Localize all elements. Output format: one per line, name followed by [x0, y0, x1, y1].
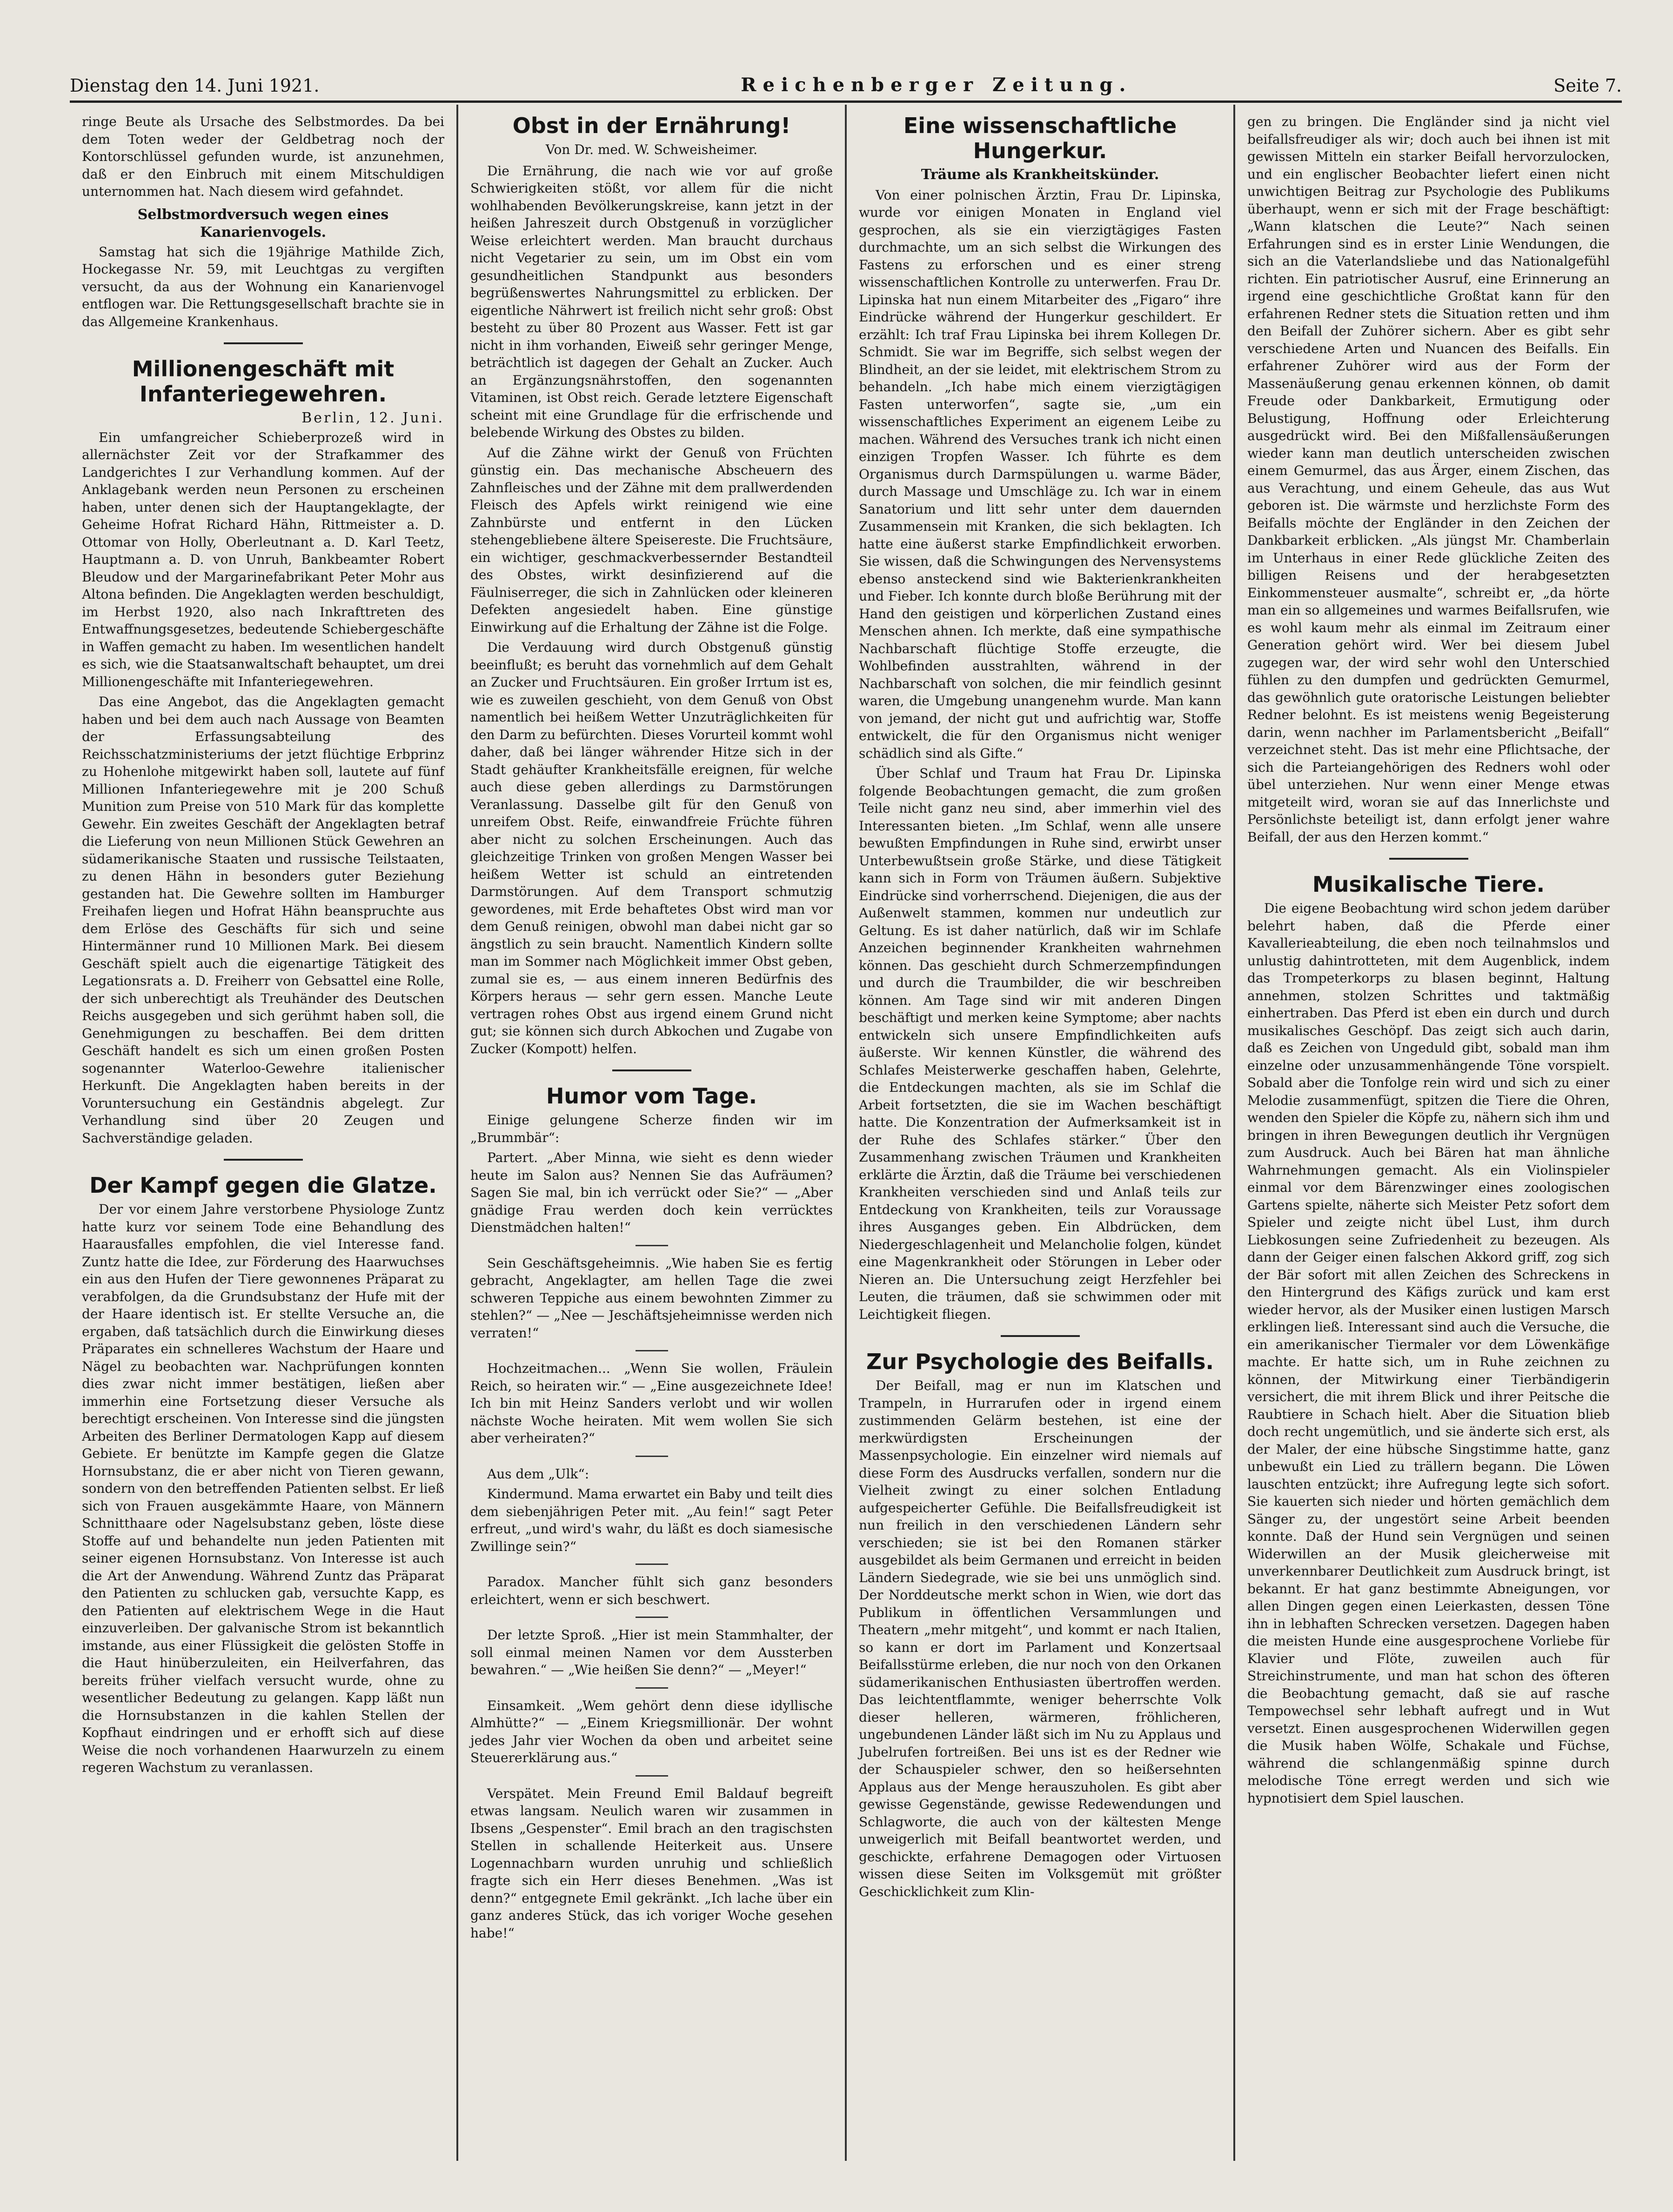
header-date: Dienstag den 14. Juni 1921.: [70, 75, 320, 96]
separator: [636, 1617, 668, 1618]
header-rule: [70, 100, 1622, 103]
separator: [1389, 858, 1468, 860]
separator: [636, 1687, 668, 1689]
separator: [612, 1069, 691, 1071]
joke-paragraph: Kindermund. Mama erwartet ein Baby und teilt dies dem siebenjährigen Peter mit. „Au fein!“ sagt Peter erfreut, „und wird's wahr, du läßt es doch siamesische Zwillinge sein?“: [470, 1486, 833, 1554]
news-subhead: Selbstmordversuch wegen eines Kanarienvogels.: [137, 206, 389, 241]
article-paragraph: Der vor einem Jahre verstorbene Physiologe Zuntz hatte kurz vor seinem Tode eine Behandlung des Haarausfalles empfohlen, die viel Interesse fand. Zuntz hatte die Idee, zur Förderung des Haarwuchses ein aus den Hufen der Tiere gewonnenes Präparat zu verabfolgen, da die Grundsubstanz der Hufe mit der der Haare identisch ist. Er stellte Versuche an, die ergaben, daß tatsächlich durch die Einwirkung dieses Präparates ein schnelleres Wachstum der Haare und Nägel zu beobachten war. Nachprüfungen konnten dies zwar nicht immer bestätigen, ließen aber immerhin eine Fortsetzung dieser Versuche als berechtigt erscheinen. Von Interesse sind die jüngsten Arbeiten des Berliner Dermatologen Kapp auf diesem Gebiete. Er benützte im Kampfe gegen die Glatze Hornsubstanz, die er aber nicht von Tieren gewann, sondern von den betreffenden Patienten selbst. Er ließ sich von Frauen ausgekämmte Haare, von Männern Schnitthaare oder Nagelsubstanz geben, löste diese Stoffe auf und behandelte nun jeden Patienten mit seiner eigenen Hornsubstanz. Von Interesse ist auch die Art der Anwendung. Während Zuntz das Präparat den Patienten zu schlucken gab, versuchte Kapp, es den Patienten auf elektrischem Wege in die Haut einzuverleiben. Der galvanische Strom ist bekanntlich imstande, aus einer Flüssigkeit die gelösten Stoffe in die Haut hinüberzuleiten, ein Heilverfahren, das bereits früher vielfach versucht wurde, ohne zu wesentlicher Bedeutung zu gelangen. Kapp läßt nun die Hornsubstanzen in die kahlen Stellen der Kopfhaut eindringen und er erhofft sich auf diese Weise die noch vorhandenen Haarwurzeln zu einem regeren Wachstum zu veranlassen.: [82, 1202, 444, 1775]
header-title: Reichenberger Zeitung.: [741, 74, 1132, 96]
article-headline: Eine wissenschaftliche Hungerkur.: [903, 113, 1177, 163]
separator: [636, 1564, 668, 1565]
columns: [70, 105, 1622, 2161]
article-headline: Humor vom Tage.: [546, 1083, 757, 1109]
separator: [1001, 1335, 1080, 1337]
separator: [224, 342, 303, 344]
article-paragraph: Die eigene Beobachtung wird schon jedem darüber belehrt haben, daß die Pferde einer Kavallerieabteilung, die eben noch teilnahmslos und unlustig dahintrotteten, mit dem Augenblick, indem das Trompeterkorps zu blasen beginnt, Haltung annehmen, stolzen Schrittes und taktmäßig einhertraben. Das Pferd ist eben ein durch und durch musikalisches Geschöpf. Das zeigt sich auch darin, daß es Zeichen von Ungeduld gibt, sobald man ihm einzelne oder unzusammenhängende Töne vorspielt. Sobald aber die Tonfolge rein wird und sich zu einer Melodie zusammenfügt, spitzen die Tiere die Ohren, wenden den Spieler die Köpfe zu, nähern sich ihm und bringen in ihren Bewegungen deutlich ihr Vergnügen zum Ausdruck. Auch bei Bären hat man ähnliche Wahrnehmungen gemacht. Als ein Violinspieler einmal vor dem Bärenzwinger eines zoologischen Gartens spielte, näherte sich Meister Petz sofort dem Spieler und zeigte nicht übel Lust, ihm durch Liebkosungen seine Zufriedenheit zu bezeugen. Als dann der Geiger einen falschen Akkord griff, zog sich der Bär sofort mit allen Zeichen des Schreckens in den Hintergrund des Käfigs zurück und kam erst wieder hervor, als der Musiker einen lustigen Marsch erklingen ließ. Interessant sind auch die Versuche, die ein amerikanischer Tiermaler vor dem Löwenkäfige machte. Er hatte sich, um in Ruhe zeichnen zu können, der Mitwirkung einer Tierbändigerin versichert, die mit ihrem Blick und ihrer Peitsche die Raubtiere in Schach hielt. Aber die Situation blieb doch recht ungemütlich, und sie änderte sich erst, als der Maler, der eine hübsche Singstimme hatte, ganz unbewußt ein Lied zu trällern begann. Die Löwen lauschten entzückt; ihre Aufregung legte sich sofort. Sie kauerten sich nieder und hörten gemächlich dem Sänger zu, der ungestört seine Arbeit beenden konnte. Daß der Hund sein Vergnügen und seinen Widerwillen an der Musik gleicherweise mit unverkennbarer Deutlichkeit zum Ausdruck bringt, ist bekannt. Er hat ganz bestimmte Abneigungen, vor allen Dingen gegen einen Leierkasten, dessen Töne ihn in lebhaften Schrecken versetzen. Dagegen haben die meisten Hunde eine ausgesprochene Vorliebe für Klavier und Flöte, zuweilen auch für Streichinstrumente, und man hat schon des öfteren die Beobachtung gemacht, daß sie auf rasche Tempowechsel sehr lebhaft aufregt und in Wut versetzt. Einen ausgesprochenen Widerwillen gegen die Musik haben Wölfe, Schakale und Füchse, während die schlangenmäßig spinne durch melodische Töne erregt werden und sich wie hypnotisiert dem Spiel lauschen.: [1247, 901, 1610, 1806]
article-paragraph: Die Verdauung wird durch Obstgenuß günstig beeinflußt; es beruht das vornehmlich auf dem Gehalt an Zucker und Fruchtsäuren. Ein großer Irrtum ist es, wie es zuweilen geschieht, von dem Genuß von Obst namentlich bei heißem Wetter Unzuträglichkeiten für den Darm zu befürchten. Dieses Vorurteil kommt wohl daher, daß bei länger währender Hitze sich in der Stadt gehäufter Krankheitsfälle ereignen, für welche auch diese geben allerdings zu Darmstörungen Veranlassung. Dasselbe gilt für den Genuß von unreifem Obst. Reife, einwandfreie Früchte führen aber nicht zu solchen Erscheinungen. Auch das gleichzeitige Trinken von großen Mengen Wasser bei heißem Wetter ist schuld an eintretenden Darmstörungen. Auf dem Transport schmutzig gewordenes, mit Erde behaftetes Obst wird man vor dem Genuß reinigen, obwohl man dabei nicht gar so ängstlich zu sein braucht. Namentlich Kindern sollte man im Sommer nach Möglichkeit immer Obst geben, zumal sie es, — aus einem inneren Bedürfnis des Körpers heraus — sehr gern essen. Manche Leute vertragen rohes Obst aus irgend einem Grund nicht gut; sie können sich durch Abkochen und Zugabe von Zucker (Kompott) helfen.: [470, 640, 833, 1056]
article-paragraph: Samstag hat sich die 19jährige Mathilde Zich, Hockegasse Nr. 59, mit Leuchtgas zu vergiften versucht, da aus der Wohnung ein Kanarienvogel entflogen war. Die Rettungsgesellschaft brachte sie in das Allgemeine Krankenhaus.: [82, 244, 444, 329]
article-paragraph: Das eine Angebot, das die Angeklagten gemacht haben und bei dem auch nach Aussage von Beamten der Erfassungsabteilung des Reichsschatzministeriums der jetzt flüchtige Erbprinz zu Hohenlohe mitgewirkt haben soll, lautete auf fünf Millionen Infanteriegewehre mit je 200 Schuß Munition zum Preise von 510 Mark für das komplette Gewehr. Ein zweites Geschäft der Angeklagten betraf die Lieferung von neun Millionen Stück Gewehren an südamerikanische Staaten und russische Teilstaaten, zu denen Hähn in besonders guter Beziehung gestanden hat. Die Gewehre sollten im Hamburger Freihafen liegen und Hofrat Hähn beanspruchte aus dem Erlöse des Geschäfts für sich und seine Hintermänner rund 10 Millionen Mark. Bei diesem Geschäft spielt auch die eigenartige Tätigkeit des Legationsrats a. D. Freiherr von Gebsattel eine Rolle, der sich unberechtigt als Treuhänder des Deutschen Reichs ausgegeben und sich gerühmt haben soll, die Genehmigungen zu beschaffen. Bei dem dritten Geschäft handelt es sich um einen großen Posten sogenannter Waterloo-Gewehre italienischer Herkunft. Die Angeklagten haben bereits in der Voruntersuchung ein Geständnis abgelegt. Zur Verhandlung sind über 20 Zeugen und Sachverständige geladen.: [82, 694, 444, 1146]
separator: [636, 1456, 668, 1457]
page-header: [70, 70, 1622, 96]
column-4: [1235, 105, 1622, 2161]
joke-paragraph: Paradox. Mancher fühlt sich ganz besonders erleichtert, wenn er sich beschwert.: [470, 1574, 833, 1607]
article-headline: Obst in der Ernährung!: [512, 113, 791, 138]
column-3: [847, 105, 1235, 2161]
article-headline: Musikalische Tiere.: [1312, 872, 1545, 897]
article-paragraph: Der Beifall, mag er nun im Klatschen und Trampeln, in Hurrarufen oder in irgend einem zustimmenden Gelärm bestehen, ist eine der merkwürdigsten Erscheinungen der Massenpsychologie. Ein einzelner wird niemals auf diese Form des Ausdrucks verfallen, sondern nur die Vielheit zwingt zu einer solchen Entladung aufgespeicherter Gefühle. Die Beifallsfreudigkeit ist nun freilich in den verschiedenen Ländern sehr verschieden; sie ist bei den Romanen stärker ausgebildet als beim Germanen und erreicht in beiden Ländern Siedegrade, wie sie bei uns unmöglich sind. Der Norddeutsche merkt schon in Wien, wie dort das Publikum in öffentlichen Versammlungen und Theatern „mehr mitgeht“, und kommt er nach Italien, so kann er dort im Parlament und Konzertsaal Beifallsstürme erleben, die nur noch von den Orkanen südamerikanischen Enthusiasten übertroffen werden. Das leichtentflammte, weniger beherrschte Volk dieser helleren, wärmeren, fröhlicheren, ungebundenen Länder läßt sich im Nu zu Applaus und Jubelrufen fortreißen. Bei uns ist es der Redner wie der Schauspieler schwer, den so heißersehnten Applaus aus der Menge herauszuholen. Es gibt aber gewisse Gegenstände, gewisse Redewendungen und Schlagworte, die auch von der kältesten Menge unweigerlich mit Beifall beantwortet werden, und geschickte, erfahrene Demagogen oder Virtuosen wissen diese Seiten im Volksgemüt mit größter Geschicklichkeit zum Klin-: [859, 1378, 1221, 1899]
column-2: [458, 105, 847, 2161]
article-paragraph: Über Schlaf und Traum hat Frau Dr. Lipinska folgende Beobachtungen gemacht, die zum großen Teile nicht ganz neu sind, aber immerhin viel des Interessanten bieten. „Im Schlaf, wenn alle unsere bewußten Empfindungen in Ruhe sind, erwirbt unser Unterbewußtsein große Stärke, und diese Tätigkeit kann sich in Form von Träumen äußern. Subjektive Eindrücke sind vorherrschend. Diejenigen, die aus der Außenwelt stammen, kommen nur undeutlich zur Geltung. Es ist daher natürlich, daß wir im Schlafe Anzeichen beginnender Krankheiten wahrnehmen können. Das geschieht durch Schmerzempfindungen und durch die Traumbilder, die wir beschreiben können. Am Tage sind wir mit anderen Dingen beschäftigt und merken keine Symptome; aber nachts entwickeln sich unsere Empfindlichkeiten aufs äußerste. Wir kennen Künstler, die während des Schlafes Meisterwerke geschaffen haben, Gelehrte, die Entdeckungen machten, als sie im Schlaf die Arbeit fortsetzten, die sie im Wachen beschäftigt hatte. Die Konzentration der Aufmerksamkeit ist in der Ruhe des Schlafes stärker.“ Über den Zusammenhang zwischen Träumen und Krankheiten erklärte die Ärztin, daß die Träume bei verschiedenen Krankheiten verschieden sind und Anlaß teils zur Entdeckung von Krankheiten, teils zur Voraussage ihres Ausganges geben. Ein Albdrücken, dem Niedergeschlagenheit und Melancholie folgen, kündet eine Magenkrankheit oder Störungen in Leber oder Nieren an. Die Untersuchung zeigt Herzfehler bei Leuten, die träumen, daß sie schwimmen oder mit Leichtigkeit fliegen.: [859, 766, 1221, 1322]
joke-paragraph: Hochzeitmachen... „Wenn Sie wollen, Fräulein Reich, so heiraten wir.“ — „Eine ausgezeichnete Idee! Ich bin mit Heinz Sanders verlobt und wir wollen nächste Woche heiraten. Mit wem wollen Sie sich aber verheiraten?“: [470, 1361, 833, 1446]
header-page-number: Seite 7.: [1553, 75, 1622, 96]
separator: [224, 1159, 303, 1161]
joke-paragraph: Verspätet. Mein Freund Emil Baldauf begreift etwas langsam. Neulich waren wir zusammen in Ibsens „Gespenster“. Emil brach an den tragischsten Stellen in schallende Heiterkeit aus. Unsere Logennachbarn wurden unruhig und schließlich fragte sich ein Herr dieses Benehmen. „Was ist denn?“ entgegnete Emil gekränkt. „Ich lache über ein ganz anderes Stück, das ich voriger Woche gesehen habe!“: [470, 1785, 833, 1941]
separator: [636, 1350, 668, 1351]
separator: [636, 1775, 668, 1777]
joke-paragraph: Einsamkeit. „Wem gehört denn diese idyllische Almhütte?“ — „Einem Kriegsmillionär. Der wohnt jedes Jahr vier Wochen da oben und arbeitet seine Steuererklärung aus.“: [470, 1697, 833, 1765]
article-paragraph: Die Ernährung, die nach wie vor auf große Schwierigkeiten stößt, vor allem für die nicht wohlhabenden Bevölkerungskreise, kann jetzt in der heißen Jahreszeit durch Obstgenuß in vorzüglicher Weise erleichtert werden. Man braucht durchaus nicht Vegetarier zu sein, um im Obst ein vom gesundheitlichen Standpunkt aus besonders begrüßenswertes Nahrungsmittel zu erblicken. Der eigentliche Nährwert ist freilich nicht sehr groß: Obst besteht zu über 80 Prozent aus Wasser. Fett ist gar nicht in ihm vorhanden, Eiweiß sehr geringer Menge, beträchtlich ist dagegen der Gehalt an Zucker. Auch an Ergänzungsnährstoffen, den sogenannten Vitaminen, ist Obst reich. Gerade letztere Eigenschaft scheint mit eine Grundlage für die erfrischende und belebende Wirkung des Obstes zu bilden.: [470, 163, 833, 440]
article-paragraph: Auf die Zähne wirkt der Genuß von Früchten günstig ein. Das mechanische Abscheuern des Zahnfleisches und der Zähne mit dem prallwerdenden Fleisch des Apfels wirkt reinigend wie eine Zahnbürste und entfernt in den Lücken stehengebliebene ältere Speisereste. Die Fruchtsäure, ein wichtiger, geschmackverbessernder Bestandteil des Obstes, wirkt desinfizierend auf die Fäulniserreger, die sich in Zahnlücken oder kleineren Defekten angesiedelt haben. Eine günstige Einwirkung auf die Erhaltung der Zähne ist die Folge.: [470, 445, 833, 635]
article-headline: Der Kampf gegen die Glatze.: [89, 1173, 437, 1198]
article-byline: Von Dr. med. W. Schweisheimer.: [545, 142, 758, 157]
article-paragraph: Ein umfangreicher Schieberprozeß wird in allernächster Zeit vor der Strafkammer des Landgerichtes I zur Verhandlung kommen. Auf der Anklagebank werden neun Personen zu erscheinen haben, unter denen sich der Hauptangeklagte, der Geheime Hofrat Richard Hähn, Rittmeister a. D. Ottomar von Holly, Oberleutnant a. D. Karl Teetz, Hauptmann a. D. von Unruh, Bankbeamter Robert Bleudow und der Margarinefabrikant Peter Mohr aus Altona befinden. Die Angeklagten werden beschuldigt, im Herbst 1920, also nach Inkrafttreten des Entwaffnungsgesetzes, bedeutende Schiebergeschäfte in Waffen gemacht zu haben. Im wesentlichen handelt es sich, wie die Staatsanwaltschaft behauptet, um drei Millionengeschäfte mit Infanteriegewehren.: [82, 429, 444, 689]
article-continuation: ringe Beute als Ursache des Selbstmordes. Da bei dem Toten weder der Geldbetrag noch der Kontorschlüssel gefunden wurde, ist anzunehmen, daß er den Einbruch mit einem Mitschuldigen unternommen hat. Nach diesem wird gefahndet.: [82, 114, 444, 199]
article-subheadline: Träume als Krankheitskünder.: [921, 167, 1159, 183]
joke-paragraph: Sein Geschäftsgeheimnis. „Wie haben Sie es fertig gebracht, Angeklagter, am hellen Tage die zwei schweren Teppiche aus einem bewohnten Zimmer zu stehlen?“ — „Nee — Jeschäftsjeheimnisse werden nich verraten!“: [470, 1255, 833, 1341]
article-continuation: gen zu bringen. Die Engländer sind ja nicht viel beifallsfreudiger als wir; doch auch bei ihnen ist mit gewissen Mitteln ein starker Beifall hervorzulocken, und ein englischer Beobachter liefert einen nicht unwichtigen Beitrag zur Psychologie des Publikums überhaupt, wenn er sich mit der Frage beschäftigt: „Wann klatschen die Leute?“ Nach seinen Erfahrungen sind es in erster Linie Wendungen, die sich an die Vaterlandsliebe und das Nationalgefühl richten. Ein patriotischer Ausruf, eine Erinnerung an irgend eine geschichtliche Großtat kann für den erfahrenen Redner stets die Situation retten und ihm den Beifall der Zuhörer sichern. Aber es gibt sehr verschiedene Arten und Nuancen des Beifalls. Ein erfahrener Zuhörer wird aus der Form der Massenäußerung genau erkennen können, ob damit Freude oder Dankbarkeit, Ermutigung oder Belustigung, Hoffnung oder Erleichterung ausgedrückt wird. Bei den Mißfallensäußerungen wieder kann man deutlich unterscheiden zwischen einem Gemurmel, das aus Ärger, einem Zischen, das aus Verachtung, und einem Geheule, das aus Wut geboren ist. Die wärmste und herzlichste Form des Beifalls möchte der Engländer in den Zeichen der Dankbarkeit erblicken. „Als jüngst Mr. Chamberlain im Unterhaus in einer Rede glückliche Zeiten des billigen Reisens und der herabgesetzten Einkommensteuer ausmalte“, schreibt er, „da hörte man ein so allgemeines und warmes Beifallsrufen, wie es wohl kaum mehr als einmal im Zeitraum einer Generation gehört wird. Wer bei diesem Jubel zugegen war, der wird sehr wohl den Unterschied fühlen zu den dumpfen und gedrückten Gemurmel, das gewöhnlich gute oratorische Leistungen beliebter Redner belohnt. Es ist meistens wenig Begeisterung darin, wenn nachher im Parlamentsbericht „Beifall“ verzeichnet steht. Das ist mehr eine Pflichtsache, der sich die Parteiangehörigen des Redners wohl oder übel unterziehen. Nur wenn einer Menge etwas mitgeteilt wird, woran sie auf das Innerlichste und Persönlichste beteiligt ist, dann erfolgt jener wahre Beifall, der aus den Herzen kommt.“: [1247, 114, 1610, 845]
article-headline: Millionengeschäft mit Infanteriegewehren.: [132, 356, 395, 407]
separator: [636, 1245, 668, 1246]
article-paragraph: Aus dem „Ulk“:: [487, 1466, 589, 1482]
joke-paragraph: Partert. „Aber Minna, wie sieht es denn wieder heute im Salon aus? Nennen Sie das Aufräumen? Sagen Sie mal, bin ich verrückt oder Sie?“ — „Aber gnädige Frau werden doch kein verrücktes Dienstmädchen halten!“: [470, 1150, 833, 1235]
article-headline: Zur Psychologie des Beifalls.: [866, 1349, 1214, 1374]
article-paragraph: Einige gelungene Scherze finden wir im „Brummbär“:: [470, 1112, 833, 1145]
column-1: [70, 105, 458, 2161]
joke-paragraph: Der letzte Sproß. „Hier ist mein Stammhalter, der soll einmal meinen Namen vor dem Aussterben bewahren.“ — „Wie heißen Sie denn?“ — „Meyer!“: [470, 1627, 833, 1677]
article-paragraph: Von einer polnischen Ärztin, Frau Dr. Lipinska, wurde vor einigen Monaten in England viel gesprochen, als sie ein vierzigtägiges Fasten durchmachte, um an sich selbst die Wirkungen des Fastens zu erforschen und es einer streng wissenschaftlichen Kontrolle zu unterwerfen. Frau Dr. Lipinska hat nun einem Mitarbeiter des „Figaro“ ihre Eindrücke während der Hungerkur geschildert. Er erzählt: Ich traf Frau Lipinska bei ihrem Kollegen Dr. Schmidt. Sie war im Begriffe, sich selbst wegen der Blindheit, an der sie leidet, mit elektrischem Strom zu behandeln. „Ich habe mich einem vierzigtägigen Fasten unterworfen“, sagte sie, „um ein wissenschaftliches Experiment an eigenem Leibe zu machen. Während des Versuches trank ich nicht einen einzigen Tropfen Wasser. Ich führte es dem Organismus durch Darmspülungen u. warme Bäder, durch Massage und Umschläge zu. Ich war in einem Sanatorium und litt sehr unter dem dauernden Zusammensein mit Kranken, die sich beklagten. Ich hatte eine äußerst starke Empfindlichkeit erworben. Sie wissen, daß die Schwingungen des Nervensystems ebenso ansteckend sind wie Bakterienkrankheiten und Fieber. Ich konnte durch bloße Berührung mit der Hand den geistigen und körperlichen Zustand eines Menschen ahnen. Ich merkte, daß eine sympathische Nachbarschaft flüchtige Stoffe erzeugte, die Wohlbefinden ausstrahlten, während in der Nachbarschaft von solchen, die mir feindlich gesinnt waren, die Umgebung unangenehm wurde. Man kann von jemand, der nicht gut und aufrichtig war, Stoffe entwickelt, die für den Organismus nicht weniger schädlich sind als Gifte.“: [859, 187, 1221, 761]
article-dateline: Berlin, 12. Juni.: [301, 410, 444, 426]
